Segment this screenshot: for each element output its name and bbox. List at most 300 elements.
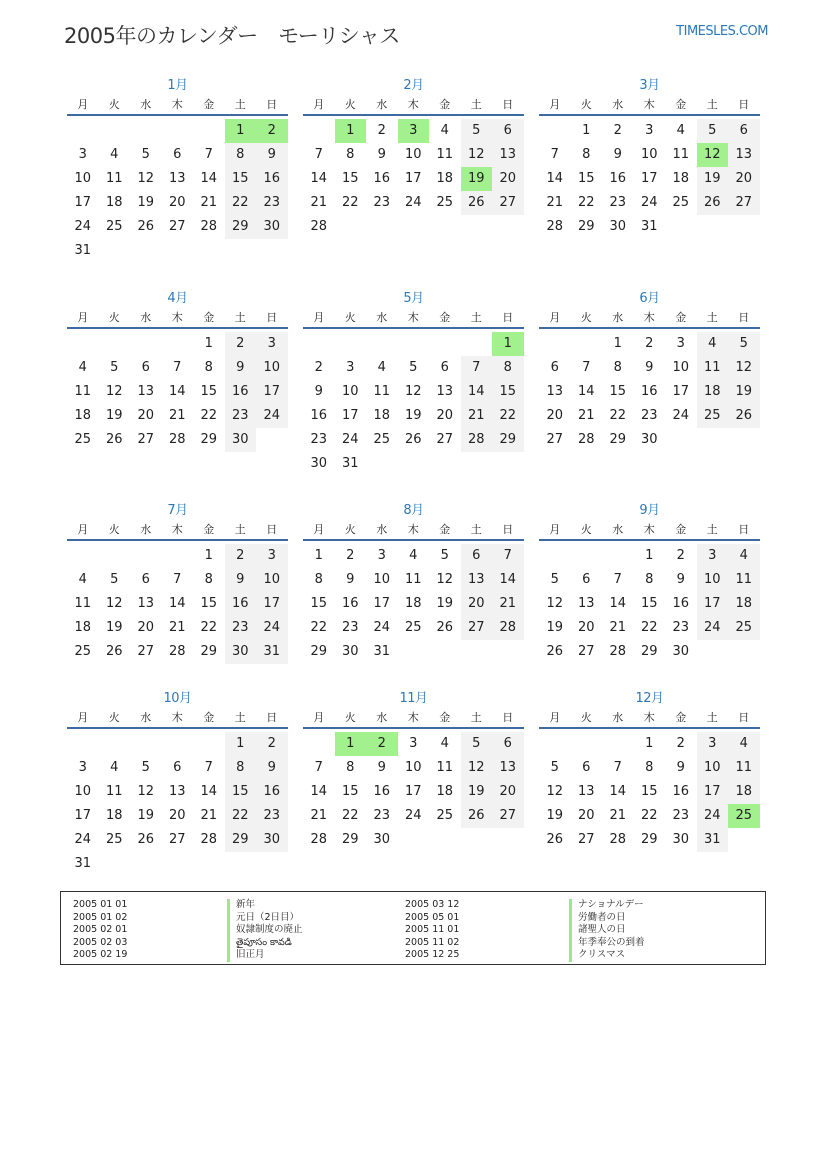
day-cell: 28 bbox=[200, 219, 218, 234]
header-rule bbox=[303, 727, 524, 729]
legend-name: 労働者の日 bbox=[569, 912, 645, 925]
month-block bbox=[67, 687, 288, 887]
day-cell: 25 bbox=[404, 620, 422, 635]
day-cell: 11 bbox=[436, 760, 454, 775]
day-cell: 16 bbox=[373, 784, 391, 799]
day-cell: 13 bbox=[436, 384, 454, 399]
day-cell: 30 bbox=[256, 828, 288, 852]
weekday-header: 金 bbox=[203, 711, 215, 724]
day-cell: 31 bbox=[341, 456, 359, 471]
weekday-header: 金 bbox=[439, 523, 451, 536]
day-cell: 10 bbox=[640, 147, 658, 162]
day-cell: 31 bbox=[373, 644, 391, 659]
weekday-header: 火 bbox=[108, 523, 120, 536]
day-cell: 4 bbox=[440, 123, 449, 138]
day-cell: 9 bbox=[645, 360, 654, 375]
day-cell: 20 bbox=[577, 620, 595, 635]
day-cell: 19 bbox=[436, 596, 454, 611]
day-cell: 30 bbox=[672, 832, 690, 847]
month-title: 5月 bbox=[403, 291, 424, 306]
month-title: 1月 bbox=[167, 78, 188, 93]
header-rule bbox=[67, 539, 288, 541]
weekday-header: 土 bbox=[470, 523, 482, 536]
day-cell: 5 bbox=[550, 572, 559, 587]
day-cell: 22 bbox=[200, 620, 218, 635]
weekday-header: 土 bbox=[470, 711, 482, 724]
day-cell: 14 bbox=[609, 784, 627, 799]
day-cell: 21 bbox=[168, 408, 186, 423]
day-cell: 7 bbox=[613, 572, 622, 587]
legend-name: 元日（2日目） bbox=[227, 912, 303, 925]
day-cell: 28 bbox=[492, 616, 524, 640]
day-cell: 4 bbox=[78, 572, 87, 587]
day-cell: 28 bbox=[461, 428, 493, 452]
weekday-header: 日 bbox=[502, 523, 514, 536]
day-cell: 13 bbox=[461, 568, 493, 592]
weekday-header: 金 bbox=[675, 311, 687, 324]
legend-date: 2005 05 01 bbox=[405, 911, 460, 923]
month-title: 4月 bbox=[167, 291, 188, 306]
holiday-day-cell: 19 bbox=[461, 167, 493, 191]
day-cell: 25 bbox=[436, 808, 454, 823]
weekday-header: 木 bbox=[643, 523, 655, 536]
day-cell: 7 bbox=[461, 356, 493, 380]
day-cell: 7 bbox=[550, 147, 559, 162]
day-cell: 2 bbox=[225, 332, 257, 356]
day-cell: 26 bbox=[461, 191, 493, 215]
day-cell: 26 bbox=[461, 804, 493, 828]
day-cell: 2 bbox=[377, 123, 386, 138]
day-cell: 5 bbox=[440, 548, 449, 563]
day-cell: 5 bbox=[141, 760, 150, 775]
weekday-header: 火 bbox=[344, 523, 356, 536]
day-cell: 4 bbox=[377, 360, 386, 375]
day-cell: 26 bbox=[697, 191, 729, 215]
holiday-day-cell: 1 bbox=[335, 119, 367, 143]
day-cell: 27 bbox=[436, 432, 454, 447]
day-cell: 19 bbox=[137, 195, 155, 210]
legend-name: 奴隷制度の廃止 bbox=[227, 924, 303, 937]
day-cell: 20 bbox=[168, 195, 186, 210]
month-block bbox=[67, 499, 288, 699]
day-cell: 25 bbox=[373, 432, 391, 447]
month-block bbox=[303, 499, 524, 699]
month-title: 11月 bbox=[399, 691, 428, 706]
day-cell: 24 bbox=[697, 616, 729, 640]
day-cell: 20 bbox=[492, 780, 524, 804]
day-cell: 10 bbox=[74, 171, 92, 186]
legend-name: 新年 bbox=[227, 899, 303, 912]
day-cell: 1 bbox=[582, 123, 591, 138]
weekday-header: 月 bbox=[313, 711, 325, 724]
month-block bbox=[303, 287, 524, 487]
day-cell: 19 bbox=[105, 408, 123, 423]
day-cell: 3 bbox=[78, 760, 87, 775]
day-cell: 6 bbox=[141, 360, 150, 375]
day-cell: 12 bbox=[105, 596, 123, 611]
weekday-header: 水 bbox=[612, 311, 624, 324]
day-cell: 24 bbox=[672, 408, 690, 423]
day-cell: 23 bbox=[373, 808, 391, 823]
day-cell: 11 bbox=[728, 756, 760, 780]
day-cell: 28 bbox=[168, 644, 186, 659]
day-cell: 3 bbox=[377, 548, 386, 563]
weekday-header: 月 bbox=[313, 98, 325, 111]
day-cell: 6 bbox=[173, 760, 182, 775]
weekday-header: 土 bbox=[234, 311, 246, 324]
day-cell: 29 bbox=[200, 644, 218, 659]
day-cell: 10 bbox=[256, 356, 288, 380]
day-cell: 13 bbox=[577, 784, 595, 799]
weekday-header: 水 bbox=[376, 711, 388, 724]
day-cell: 21 bbox=[577, 408, 595, 423]
legend-name: クリスマス bbox=[569, 949, 645, 962]
day-cell: 14 bbox=[546, 171, 564, 186]
day-cell: 17 bbox=[640, 171, 658, 186]
day-cell: 18 bbox=[436, 784, 454, 799]
day-cell: 18 bbox=[728, 780, 760, 804]
weekday-header: 金 bbox=[439, 311, 451, 324]
day-cell: 27 bbox=[577, 644, 595, 659]
day-cell: 9 bbox=[256, 143, 288, 167]
day-cell: 13 bbox=[492, 756, 524, 780]
month-title: 7月 bbox=[167, 503, 188, 518]
day-cell: 9 bbox=[676, 572, 685, 587]
holiday-day-cell: 1 bbox=[335, 732, 367, 756]
day-cell: 15 bbox=[640, 596, 658, 611]
day-cell: 8 bbox=[645, 760, 654, 775]
day-cell: 6 bbox=[173, 147, 182, 162]
weekday-header: 水 bbox=[376, 98, 388, 111]
holiday-legend bbox=[60, 891, 766, 965]
day-cell: 13 bbox=[137, 596, 155, 611]
day-cell: 21 bbox=[609, 620, 627, 635]
day-cell: 9 bbox=[377, 147, 386, 162]
weekday-header: 火 bbox=[580, 523, 592, 536]
day-cell: 23 bbox=[341, 620, 359, 635]
day-cell: 9 bbox=[676, 760, 685, 775]
day-cell: 8 bbox=[225, 756, 257, 780]
day-cell: 12 bbox=[404, 384, 422, 399]
day-cell: 3 bbox=[676, 336, 685, 351]
day-cell: 23 bbox=[672, 620, 690, 635]
day-cell: 16 bbox=[672, 784, 690, 799]
day-cell: 6 bbox=[440, 360, 449, 375]
day-cell: 25 bbox=[105, 832, 123, 847]
weekday-header: 木 bbox=[643, 98, 655, 111]
day-cell: 23 bbox=[310, 432, 328, 447]
weekday-header: 日 bbox=[266, 98, 278, 111]
weekday-header: 土 bbox=[706, 711, 718, 724]
header-rule bbox=[539, 539, 760, 541]
day-cell: 12 bbox=[105, 384, 123, 399]
day-cell: 2 bbox=[645, 336, 654, 351]
weekday-header: 火 bbox=[580, 98, 592, 111]
legend-date: 2005 11 01 bbox=[405, 924, 460, 935]
day-cell: 8 bbox=[314, 572, 323, 587]
month-title: 6月 bbox=[639, 291, 660, 306]
day-cell: 10 bbox=[672, 360, 690, 375]
day-cell: 13 bbox=[492, 143, 524, 167]
day-cell: 30 bbox=[310, 456, 328, 471]
weekday-header: 木 bbox=[643, 711, 655, 724]
weekday-header: 木 bbox=[407, 523, 419, 536]
month-block bbox=[303, 74, 524, 274]
weekday-header: 火 bbox=[344, 98, 356, 111]
day-cell: 16 bbox=[310, 408, 328, 423]
weekday-header: 月 bbox=[77, 711, 89, 724]
day-cell: 25 bbox=[74, 432, 92, 447]
day-cell: 2 bbox=[346, 548, 355, 563]
day-cell: 24 bbox=[74, 832, 92, 847]
day-cell: 5 bbox=[141, 147, 150, 162]
day-cell: 24 bbox=[256, 616, 288, 640]
day-cell: 23 bbox=[609, 195, 627, 210]
day-cell: 31 bbox=[256, 640, 288, 664]
day-cell: 10 bbox=[373, 572, 391, 587]
day-cell: 12 bbox=[728, 356, 760, 380]
day-cell: 31 bbox=[74, 856, 92, 871]
day-cell: 20 bbox=[137, 408, 155, 423]
day-cell: 8 bbox=[204, 360, 213, 375]
day-cell: 2 bbox=[676, 736, 685, 751]
weekday-header: 火 bbox=[108, 98, 120, 111]
day-cell: 16 bbox=[341, 596, 359, 611]
day-cell: 29 bbox=[341, 832, 359, 847]
day-cell: 26 bbox=[137, 219, 155, 234]
day-cell: 28 bbox=[168, 432, 186, 447]
legend-date: 2005 03 12 bbox=[405, 899, 460, 910]
weekday-header: 月 bbox=[313, 311, 325, 324]
day-cell: 17 bbox=[373, 596, 391, 611]
day-cell: 13 bbox=[168, 171, 186, 186]
day-cell: 7 bbox=[613, 760, 622, 775]
day-cell: 8 bbox=[225, 143, 257, 167]
weekday-header: 木 bbox=[171, 711, 183, 724]
day-cell: 11 bbox=[105, 171, 123, 186]
day-cell: 3 bbox=[645, 123, 654, 138]
month-title: 3月 bbox=[639, 78, 660, 93]
day-cell: 28 bbox=[577, 432, 595, 447]
day-cell: 30 bbox=[256, 215, 288, 239]
day-cell: 10 bbox=[74, 784, 92, 799]
weekday-header: 土 bbox=[470, 98, 482, 111]
weekday-header: 火 bbox=[344, 711, 356, 724]
day-cell: 22 bbox=[225, 804, 257, 828]
day-cell: 20 bbox=[168, 808, 186, 823]
legend-date: 2005 01 01 bbox=[73, 899, 128, 910]
day-cell: 22 bbox=[341, 808, 359, 823]
header-rule bbox=[67, 327, 288, 329]
weekday-header: 火 bbox=[580, 311, 592, 324]
weekday-header: 金 bbox=[439, 711, 451, 724]
day-cell: 20 bbox=[461, 592, 493, 616]
weekday-header: 月 bbox=[549, 523, 561, 536]
day-cell: 19 bbox=[404, 408, 422, 423]
day-cell: 17 bbox=[672, 384, 690, 399]
day-cell: 14 bbox=[310, 784, 328, 799]
day-cell: 7 bbox=[582, 360, 591, 375]
day-cell: 2 bbox=[613, 123, 622, 138]
day-cell: 18 bbox=[404, 596, 422, 611]
day-cell: 26 bbox=[436, 620, 454, 635]
legend-name: 諸聖人の日 bbox=[569, 924, 645, 937]
day-cell: 21 bbox=[461, 404, 493, 428]
weekday-header: 月 bbox=[313, 523, 325, 536]
legend-dates-right bbox=[405, 899, 459, 962]
weekday-header: 日 bbox=[738, 711, 750, 724]
month-title: 12月 bbox=[635, 691, 664, 706]
day-cell: 14 bbox=[200, 784, 218, 799]
day-cell: 7 bbox=[204, 147, 213, 162]
day-cell: 20 bbox=[577, 808, 595, 823]
holiday-day-cell: 1 bbox=[492, 332, 524, 356]
day-cell: 27 bbox=[168, 832, 186, 847]
weekday-header: 木 bbox=[171, 98, 183, 111]
day-cell: 2 bbox=[314, 360, 323, 375]
day-cell: 11 bbox=[728, 568, 760, 592]
header-rule bbox=[303, 327, 524, 329]
weekday-header: 火 bbox=[344, 311, 356, 324]
day-cell: 24 bbox=[640, 195, 658, 210]
weekday-header: 金 bbox=[675, 711, 687, 724]
day-cell: 23 bbox=[256, 191, 288, 215]
day-cell: 22 bbox=[609, 408, 627, 423]
weekday-header: 木 bbox=[407, 711, 419, 724]
day-cell: 19 bbox=[461, 780, 493, 804]
legend-date: 2005 02 01 bbox=[73, 924, 128, 935]
day-cell: 15 bbox=[310, 596, 328, 611]
day-cell: 8 bbox=[346, 760, 355, 775]
day-cell: 13 bbox=[577, 596, 595, 611]
day-cell: 12 bbox=[546, 784, 564, 799]
legend-name: తైపూసం కావడి bbox=[227, 937, 303, 950]
weekday-header: 日 bbox=[738, 311, 750, 324]
day-cell: 31 bbox=[697, 828, 729, 852]
weekday-header: 火 bbox=[580, 711, 592, 724]
day-cell: 9 bbox=[377, 760, 386, 775]
day-cell: 12 bbox=[436, 572, 454, 587]
brand-logo[interactable]: TIMESLES.COM bbox=[676, 24, 768, 39]
day-cell: 18 bbox=[105, 808, 123, 823]
month-title: 2月 bbox=[403, 78, 424, 93]
day-cell: 27 bbox=[728, 191, 760, 215]
day-cell: 28 bbox=[310, 832, 328, 847]
holiday-day-cell: 2 bbox=[256, 119, 288, 143]
day-cell: 11 bbox=[404, 572, 422, 587]
day-cell: 9 bbox=[225, 568, 257, 592]
day-cell: 16 bbox=[256, 167, 288, 191]
day-cell: 3 bbox=[256, 544, 288, 568]
day-cell: 30 bbox=[672, 644, 690, 659]
day-cell: 16 bbox=[373, 171, 391, 186]
day-cell: 5 bbox=[461, 119, 493, 143]
legend-dates-left bbox=[73, 899, 127, 962]
day-cell: 27 bbox=[546, 432, 564, 447]
day-cell: 7 bbox=[173, 572, 182, 587]
day-cell: 25 bbox=[728, 616, 760, 640]
day-cell: 6 bbox=[141, 572, 150, 587]
day-cell: 18 bbox=[436, 171, 454, 186]
day-cell: 25 bbox=[672, 195, 690, 210]
day-cell: 12 bbox=[546, 596, 564, 611]
month-title: 9月 bbox=[639, 503, 660, 518]
day-cell: 3 bbox=[346, 360, 355, 375]
day-cell: 15 bbox=[341, 784, 359, 799]
day-cell: 29 bbox=[640, 644, 658, 659]
legend-name: 旧正月 bbox=[227, 949, 303, 962]
weekday-header: 日 bbox=[738, 523, 750, 536]
day-cell: 22 bbox=[492, 404, 524, 428]
day-cell: 31 bbox=[640, 219, 658, 234]
day-cell: 29 bbox=[200, 432, 218, 447]
day-cell: 24 bbox=[697, 804, 729, 828]
weekday-header: 土 bbox=[234, 98, 246, 111]
day-cell: 29 bbox=[577, 219, 595, 234]
day-cell: 23 bbox=[225, 404, 257, 428]
day-cell: 28 bbox=[546, 219, 564, 234]
day-cell: 14 bbox=[168, 596, 186, 611]
day-cell: 5 bbox=[697, 119, 729, 143]
day-cell: 6 bbox=[461, 544, 493, 568]
day-cell: 5 bbox=[110, 572, 119, 587]
weekday-header: 土 bbox=[706, 523, 718, 536]
day-cell: 2 bbox=[225, 544, 257, 568]
day-cell: 4 bbox=[110, 147, 119, 162]
weekday-header: 木 bbox=[171, 311, 183, 324]
day-cell: 18 bbox=[728, 592, 760, 616]
day-cell: 18 bbox=[74, 408, 92, 423]
day-cell: 30 bbox=[373, 832, 391, 847]
day-cell: 19 bbox=[105, 620, 123, 635]
day-cell: 30 bbox=[225, 640, 257, 664]
weekday-header: 日 bbox=[502, 711, 514, 724]
legend-date: 2005 01 02 bbox=[73, 911, 128, 923]
day-cell: 16 bbox=[672, 596, 690, 611]
holiday-day-cell: 2 bbox=[366, 732, 398, 756]
day-cell: 18 bbox=[373, 408, 391, 423]
day-cell: 2 bbox=[676, 548, 685, 563]
weekday-header: 日 bbox=[502, 98, 514, 111]
day-cell: 26 bbox=[404, 432, 422, 447]
day-cell: 10 bbox=[256, 568, 288, 592]
day-cell: 22 bbox=[640, 808, 658, 823]
day-cell: 31 bbox=[74, 243, 92, 258]
month-block bbox=[303, 687, 524, 887]
day-cell: 21 bbox=[200, 195, 218, 210]
day-cell: 7 bbox=[173, 360, 182, 375]
day-cell: 1 bbox=[645, 548, 654, 563]
day-cell: 6 bbox=[728, 119, 760, 143]
day-cell: 29 bbox=[310, 644, 328, 659]
day-cell: 4 bbox=[728, 732, 760, 756]
day-cell: 22 bbox=[577, 195, 595, 210]
day-cell: 3 bbox=[697, 732, 729, 756]
day-cell: 29 bbox=[492, 428, 524, 452]
day-cell: 5 bbox=[110, 360, 119, 375]
day-cell: 11 bbox=[105, 784, 123, 799]
header-rule bbox=[539, 727, 760, 729]
day-cell: 12 bbox=[461, 143, 493, 167]
weekday-header: 金 bbox=[203, 98, 215, 111]
day-cell: 3 bbox=[78, 147, 87, 162]
weekday-header: 水 bbox=[612, 523, 624, 536]
day-cell: 21 bbox=[310, 195, 328, 210]
day-cell: 23 bbox=[256, 804, 288, 828]
day-cell: 24 bbox=[373, 620, 391, 635]
day-cell: 30 bbox=[341, 644, 359, 659]
day-cell: 3 bbox=[409, 736, 418, 751]
